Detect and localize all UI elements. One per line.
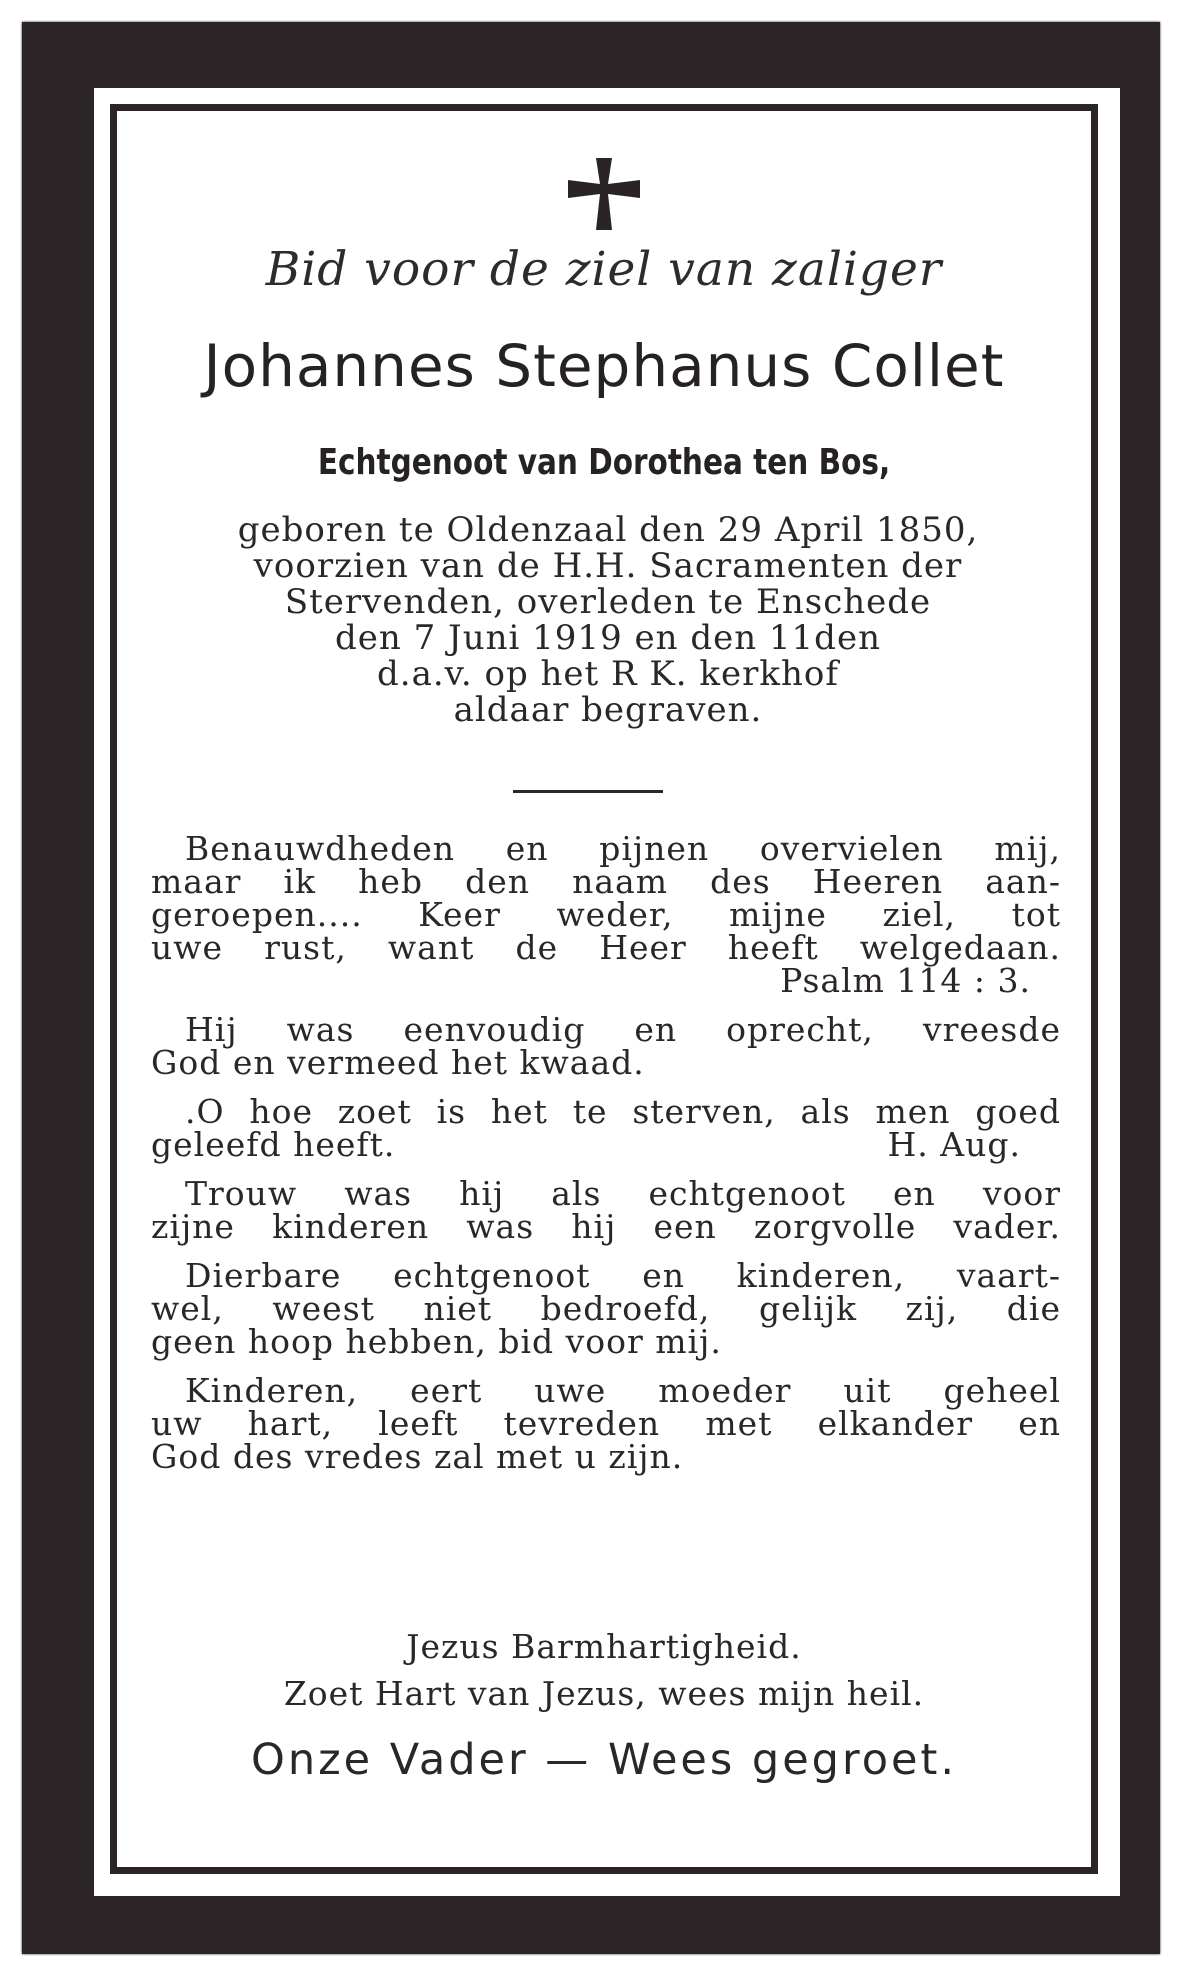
verse-line: Benauwdheden en pijnen overvielen mij, [185, 829, 1061, 868]
prayer-intro: Bid voor de ziel van zaliger [265, 242, 943, 297]
bio-line: aldaar begraven. [453, 690, 763, 730]
verse-line: wel, weest niet bedroefd, gelijk zij, die [151, 1289, 1061, 1328]
simple-verse [151, 1010, 1061, 1082]
augustine-last-line [151, 1125, 1061, 1164]
augustine-reference: H. Aug. [887, 1125, 1021, 1164]
verse-line: .O hoe zoet is het te sterven, als men goed [185, 1092, 1061, 1131]
verse-line: geroepen.... Keer weder, mijne ziel, tot [151, 895, 1061, 934]
verse-line: geen hoop hebben, bid voor mij. [151, 1322, 722, 1361]
bio-line: Stervenden, overleden te Enschede [284, 582, 932, 622]
cross-icon [564, 154, 644, 234]
card-body [123, 117, 1085, 1861]
biography-block [143, 512, 1073, 728]
bio-line: geboren te Oldenzaal den 29 April 1850, [237, 510, 979, 550]
deceased-name: Johannes Stephanus Collet [203, 332, 1005, 400]
closing-invocation: Zoet Hart van Jezus, wees mijn heil. [283, 1674, 925, 1713]
augustine-verse [151, 1092, 1061, 1164]
closing-prayers: Onze Vader — Wees gegroet. [250, 1735, 958, 1785]
verse-line: uwe rust, want de Heer heeft welgedaan. [151, 928, 1061, 967]
verse-line: God en vermeed het kwaad. [151, 1043, 645, 1082]
verse-line: Trouw was hij als echtgenoot en voor [185, 1174, 1061, 1213]
verse-line: Dierbare echtgenoot en kinderen, vaart- [185, 1256, 1061, 1295]
faithful-verse [151, 1174, 1061, 1246]
verse-line: Hij was eenvoudig en oprecht, vreesde [185, 1010, 1061, 1049]
closing-invocation: Jezus Barmhartigheid. [406, 1627, 802, 1666]
bio-line: d.a.v. op het R K. kerkhof [377, 654, 839, 694]
verse-line: zijne kinderen was hij een zorgvolle vader. [151, 1207, 1061, 1246]
verse-line: uw hart, leeft tevreden met elkander en [151, 1404, 1061, 1443]
verse-line: geleefd heeft. [151, 1125, 396, 1164]
verse-line: God des vredes zal met u zijn. [151, 1437, 684, 1476]
verses-block [151, 829, 1061, 1489]
bio-line: voorzien van de H.H. Sacramenten der [253, 546, 963, 586]
psalm-reference: Psalm 114 : 3. [780, 961, 1031, 1000]
verse-line: Kinderen, eert uwe moeder uit geheel [185, 1371, 1061, 1410]
bio-line: den 7 Juni 1919 en den 11den [335, 618, 881, 658]
divider-rule [513, 790, 663, 793]
children-verse [151, 1371, 1061, 1476]
psalm-verse [151, 829, 1061, 1000]
verse-line: maar ik heb den naam des Heeren aan- [151, 862, 1061, 901]
farewell-verse [151, 1256, 1061, 1361]
spouse-line: Echtgenoot van Dorothea ten Bos, [317, 442, 891, 483]
